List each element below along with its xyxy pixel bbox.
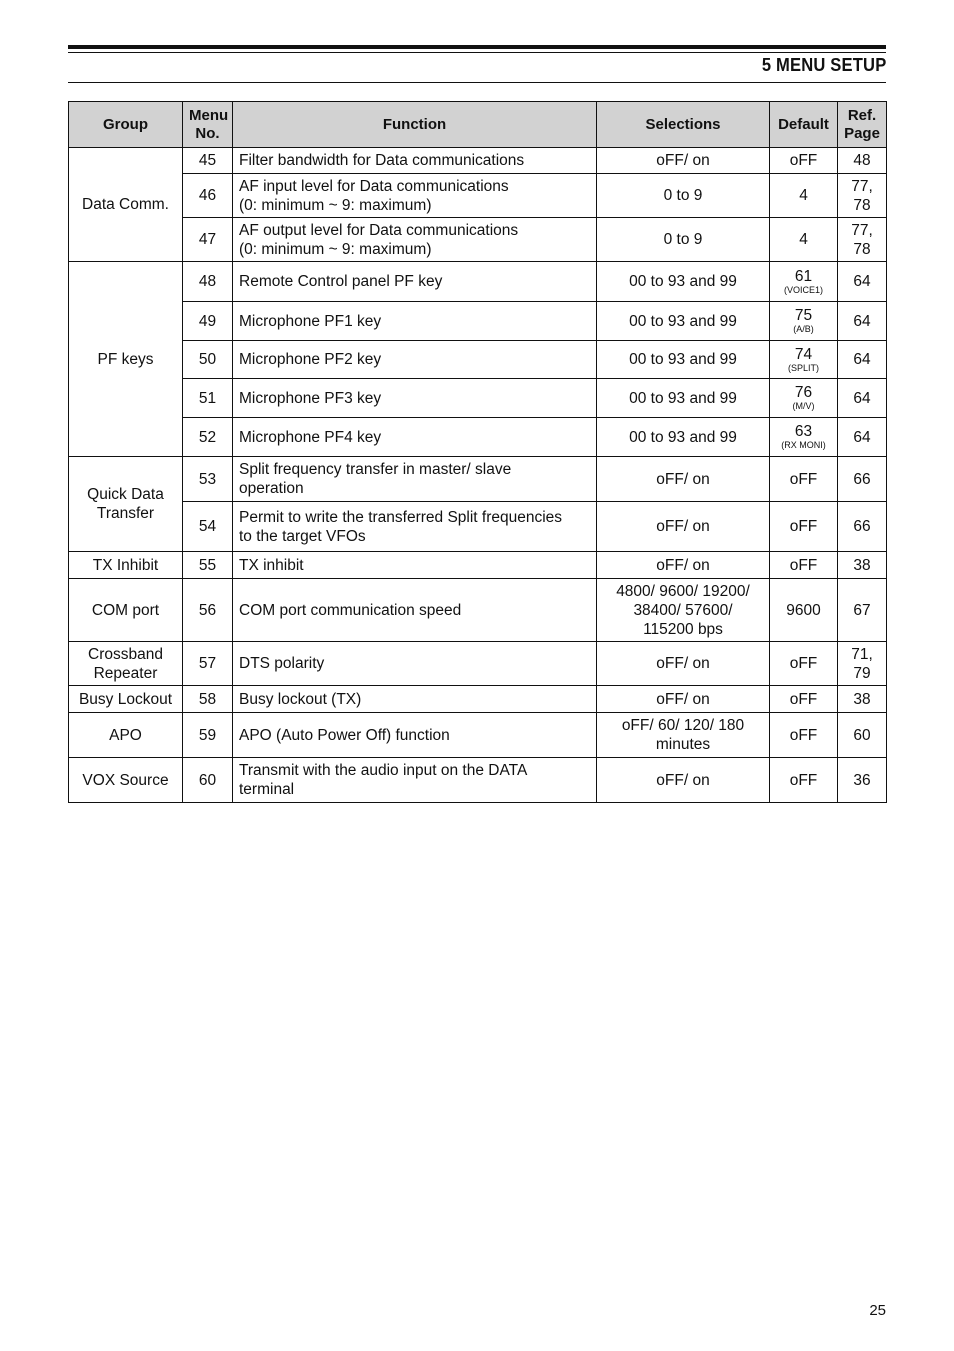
function-cell: DTS polarity bbox=[233, 642, 597, 686]
selections-cell: 00 to 93 and 99 bbox=[597, 262, 770, 302]
menu-no-cell: 56 bbox=[183, 579, 233, 642]
ref-page-cell: 38 bbox=[838, 552, 887, 579]
menu-no-cell: 60 bbox=[183, 758, 233, 803]
default-cell: oFF bbox=[770, 758, 838, 803]
group-cell: TX Inhibit bbox=[69, 552, 183, 579]
default-note: (A/B) bbox=[793, 324, 814, 334]
default-cell: oFF bbox=[770, 686, 838, 713]
default-cell: 63 (RX MONI) bbox=[770, 418, 838, 457]
table-row bbox=[69, 579, 887, 642]
function-cell: Microphone PF4 key bbox=[233, 418, 597, 457]
ref-page-cell: 67 bbox=[838, 579, 887, 642]
table-row bbox=[69, 174, 887, 218]
default-note: (SPLIT) bbox=[787, 362, 819, 373]
function-cell: Busy lockout (TX) bbox=[233, 686, 597, 713]
menu-no-cell: 52 bbox=[183, 418, 233, 457]
default-cell: 4 bbox=[770, 218, 838, 262]
default-cell: oFF bbox=[770, 457, 838, 502]
menu-no-cell: 45 bbox=[183, 148, 233, 174]
col-header-group: Group bbox=[69, 102, 183, 148]
header-rule-thick bbox=[68, 45, 886, 49]
table-row bbox=[69, 302, 887, 341]
group-cell: PF keys bbox=[69, 262, 183, 457]
ref-page-cell: 66 bbox=[838, 457, 887, 502]
default-cell: oFF bbox=[770, 148, 838, 174]
function-cell: COM port communication speed bbox=[233, 579, 597, 642]
selections-cell: 00 to 93 and 99 bbox=[597, 418, 770, 457]
default-cell: 4 bbox=[770, 174, 838, 218]
table-row bbox=[69, 686, 887, 713]
selections-cell: 00 to 93 and 99 bbox=[597, 302, 770, 341]
ref-page-cell: 64 bbox=[838, 262, 887, 302]
col-header-default: Default bbox=[770, 102, 838, 148]
function-cell: Split frequency transfer in master/ slave operation bbox=[233, 457, 597, 502]
menu-no-cell: 59 bbox=[183, 713, 233, 758]
menu-no-cell: 46 bbox=[183, 174, 233, 218]
function-cell: Permit to write the transferred Split frequencies to the target VFOs bbox=[233, 502, 597, 552]
function-cell: Microphone PF3 key bbox=[233, 379, 597, 418]
menu-no-cell: 53 bbox=[183, 457, 233, 502]
selections-cell: 0 to 9 bbox=[597, 174, 770, 218]
table-row bbox=[69, 418, 887, 457]
header-rule-thin bbox=[68, 52, 886, 53]
table-body bbox=[69, 148, 887, 803]
table-row bbox=[69, 262, 887, 302]
selections-cell: 4800/ 9600/ 19200/ 38400/ 57600/ 115200 bps bbox=[597, 579, 770, 642]
section-title: 5 MENU SETUP bbox=[761, 55, 886, 75]
function-cell: AF output level for Data communications (0: minimum ~ 9: maximum) bbox=[233, 218, 597, 262]
default-cell: 76 (M/V) bbox=[770, 379, 838, 418]
col-header-function: Function bbox=[233, 102, 597, 148]
table-row bbox=[69, 758, 887, 803]
ref-page-cell: 64 bbox=[838, 379, 887, 418]
table-row bbox=[69, 341, 887, 379]
selections-cell: oFF/ 60/ 120/ 180 minutes bbox=[597, 713, 770, 758]
group-cell: Crossband Repeater bbox=[69, 642, 183, 686]
table-row bbox=[69, 218, 887, 262]
selections-cell: 0 to 9 bbox=[597, 218, 770, 262]
selections-cell: oFF/ on bbox=[597, 457, 770, 502]
ref-page-cell: 77, 78 bbox=[838, 218, 887, 262]
ref-page-cell: 66 bbox=[838, 502, 887, 552]
group-cell: Busy Lockout bbox=[69, 686, 183, 713]
selections-cell: oFF/ on bbox=[597, 642, 770, 686]
header-rule-bottom bbox=[68, 82, 886, 83]
function-cell: Microphone PF1 key bbox=[233, 302, 597, 341]
table-header-row bbox=[69, 102, 887, 148]
menu-no-cell: 49 bbox=[183, 302, 233, 341]
menu-setup-table bbox=[68, 101, 887, 803]
selections-cell: 00 to 93 and 99 bbox=[597, 379, 770, 418]
default-cell: oFF bbox=[770, 713, 838, 758]
function-cell: Microphone PF2 key bbox=[233, 341, 597, 379]
group-cell: COM port bbox=[69, 579, 183, 642]
default-cell: 74 (SPLIT) bbox=[770, 341, 838, 379]
table-row bbox=[69, 552, 887, 579]
menu-no-cell: 55 bbox=[183, 552, 233, 579]
selections-cell: oFF/ on bbox=[597, 502, 770, 552]
menu-no-cell: 48 bbox=[183, 262, 233, 302]
group-cell: Data Comm. bbox=[69, 148, 183, 262]
ref-page-cell: 77, 78 bbox=[838, 174, 887, 218]
col-header-ref-page: Ref. Page bbox=[838, 102, 887, 148]
page-number: 25 bbox=[869, 1302, 886, 1319]
function-cell: Transmit with the audio input on the DATA terminal bbox=[233, 758, 597, 803]
col-header-selections: Selections bbox=[597, 102, 770, 148]
menu-no-cell: 57 bbox=[183, 642, 233, 686]
function-cell: Filter bandwidth for Data communications bbox=[233, 148, 597, 174]
function-cell: TX inhibit bbox=[233, 552, 597, 579]
col-header-menu-no: Menu No. bbox=[183, 102, 233, 148]
ref-page-cell: 36 bbox=[838, 758, 887, 803]
group-cell: VOX Source bbox=[69, 758, 183, 803]
menu-no-cell: 58 bbox=[183, 686, 233, 713]
table-row bbox=[69, 642, 887, 686]
table-row bbox=[69, 713, 887, 758]
table-row bbox=[69, 457, 887, 502]
group-cell: APO bbox=[69, 713, 183, 758]
default-cell: oFF bbox=[770, 552, 838, 579]
table-row bbox=[69, 502, 887, 552]
default-note: (RX MONI) bbox=[781, 440, 826, 450]
ref-page-cell: 64 bbox=[838, 341, 887, 379]
function-cell: APO (Auto Power Off) function bbox=[233, 713, 597, 758]
menu-no-cell: 47 bbox=[183, 218, 233, 262]
table-row bbox=[69, 379, 887, 418]
ref-page-cell: 64 bbox=[838, 302, 887, 341]
default-note: (M/V) bbox=[792, 401, 815, 411]
default-cell: oFF bbox=[770, 502, 838, 552]
ref-page-cell: 71, 79 bbox=[838, 642, 887, 686]
selections-cell: oFF/ on bbox=[597, 552, 770, 579]
selections-cell: oFF/ on bbox=[597, 686, 770, 713]
menu-no-cell: 50 bbox=[183, 341, 233, 379]
selections-cell: oFF/ on bbox=[597, 148, 770, 174]
function-cell: AF input level for Data communications (0: minimum ~ 9: maximum) bbox=[233, 174, 597, 218]
group-cell: Quick Data Transfer bbox=[69, 457, 183, 552]
menu-no-cell: 54 bbox=[183, 502, 233, 552]
selections-cell: oFF/ on bbox=[597, 758, 770, 803]
function-cell: Remote Control panel PF key bbox=[233, 262, 597, 302]
default-cell: 61 (VOICE1) bbox=[770, 262, 838, 302]
menu-no-cell: 51 bbox=[183, 379, 233, 418]
selections-cell: 00 to 93 and 99 bbox=[597, 341, 770, 379]
ref-page-cell: 38 bbox=[838, 686, 887, 713]
table-row bbox=[69, 148, 887, 174]
default-cell: 9600 bbox=[770, 579, 838, 642]
ref-page-cell: 60 bbox=[838, 713, 887, 758]
ref-page-cell: 48 bbox=[838, 148, 887, 174]
ref-page-cell: 64 bbox=[838, 418, 887, 457]
default-cell: oFF bbox=[770, 642, 838, 686]
default-note: (VOICE1) bbox=[783, 284, 823, 295]
default-cell: 75 (A/B) bbox=[770, 302, 838, 341]
